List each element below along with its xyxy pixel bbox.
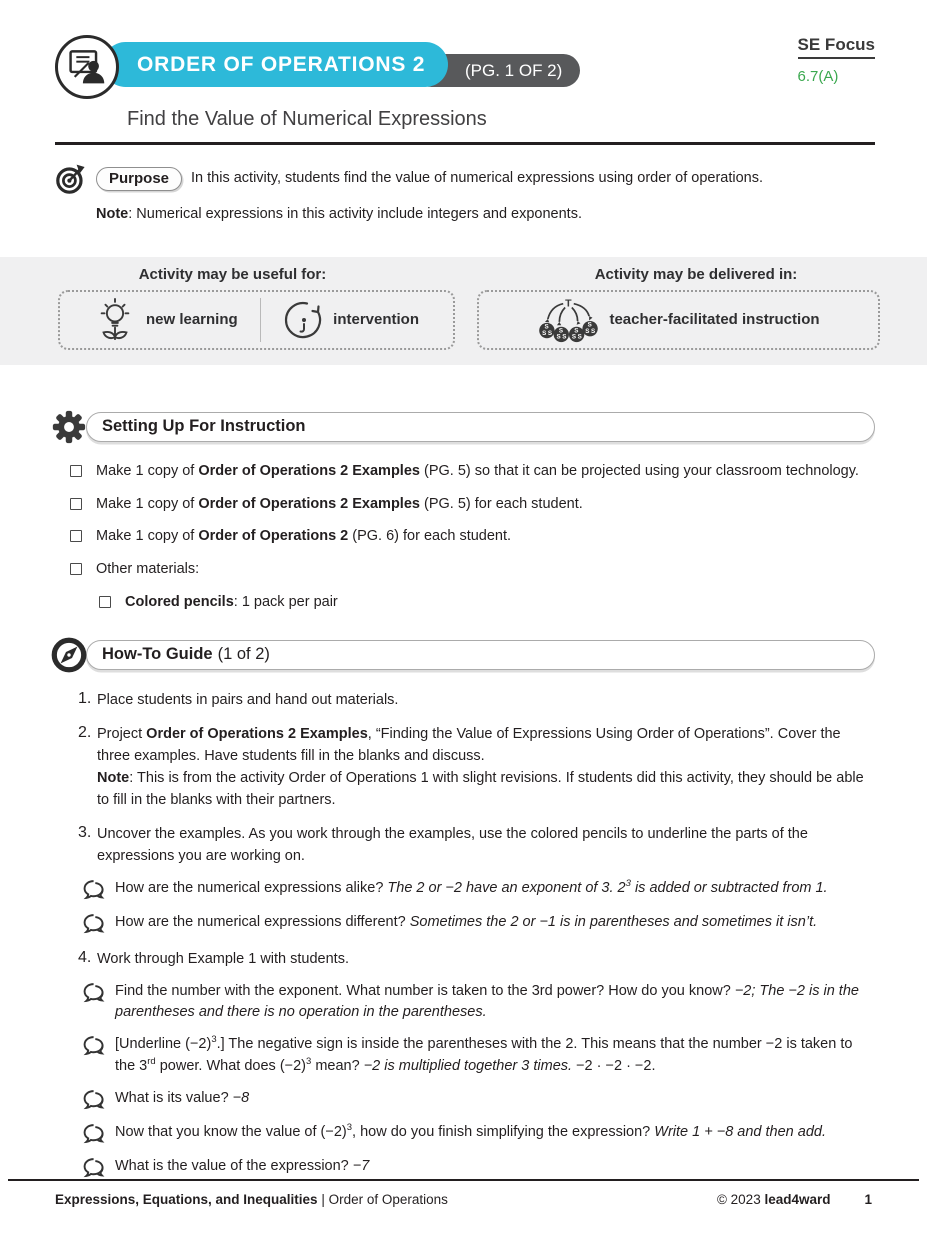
- step-number: 3.: [78, 824, 92, 842]
- checkbox-icon[interactable]: [70, 498, 82, 510]
- useful-for-box: [58, 290, 455, 350]
- new-learning-label: new learning: [145, 311, 238, 329]
- checkbox-icon[interactable]: [70, 465, 82, 477]
- svg-text:S: S: [591, 327, 596, 335]
- page-subtitle: Find the Value of Numerical Expressions: [127, 108, 487, 130]
- svg-text:S: S: [548, 329, 553, 337]
- checklist-item-text: Make 1 copy of Order of Operations 2 Examples (PG. 5) for each student.: [96, 495, 583, 512]
- question-bubble-icon: [83, 913, 108, 936]
- option-divider: [260, 298, 262, 342]
- checklist-item-text: Colored pencils: 1 pack per pair: [125, 593, 338, 610]
- checkbox-icon[interactable]: [99, 596, 111, 608]
- step-text: Project Order of Operations 2 Examples, “Finding the Value of Expressions Using Order of Operations”. Cover the three examples. Have students fill in the blanks and discuss. Note: This is from the activity Order of Operations 1 with slight revisions. If students did this activity, they should be able to fill in the blanks with their partners.: [97, 726, 864, 808]
- step-text: Uncover the examples. As you work through the examples, use the colored pencils to underline the parts of the expressions you are working on.: [97, 826, 808, 864]
- se-focus-label: SE Focus: [798, 35, 875, 59]
- svg-text:S: S: [585, 327, 590, 335]
- question-row: [83, 912, 875, 936]
- howto-step: [55, 724, 875, 811]
- footer-topic: Order of Operations: [328, 1192, 448, 1207]
- page-badge: (PG. 1 OF 2): [415, 54, 580, 87]
- compass-icon: [50, 636, 88, 674]
- purpose-section: [55, 163, 875, 195]
- svg-text:S: S: [562, 333, 567, 341]
- setup-section-header: [55, 412, 875, 446]
- step-text: Work through Example 1 with students.: [97, 950, 349, 967]
- purpose-label: Purpose: [96, 167, 182, 191]
- question-bubble-icon: [83, 879, 108, 902]
- presenter-logo: [55, 35, 119, 99]
- step-number: 1.: [78, 689, 92, 707]
- activity-title: ORDER OF OPERATIONS 2: [137, 52, 426, 76]
- question-text: Now that you know the value of $(-2)^3$, how do you finish simplifying the expression? Write 1 + −8 and then add.: [115, 1121, 826, 1140]
- target-dart-icon: [55, 163, 87, 195]
- checklist-item: [70, 559, 875, 581]
- gear-icon: [50, 408, 88, 446]
- step-number: 4.: [78, 948, 92, 966]
- question-bubble-icon: [83, 1035, 108, 1058]
- howto-steps: [55, 690, 875, 1180]
- question-row: [83, 1088, 875, 1112]
- svg-text:S: S: [578, 333, 583, 341]
- delivered-in-box: [477, 290, 880, 350]
- question-row: [83, 1122, 875, 1146]
- checklist-item: [99, 592, 875, 614]
- checklist-item-text: Make 1 copy of Order of Operations 2 Examples (PG. 5) so that it can be projected using your classroom technology.: [96, 462, 859, 479]
- delivered-in-column: [465, 266, 927, 350]
- footer-brand: lead4ward: [764, 1192, 831, 1207]
- question-row: [83, 1156, 875, 1180]
- question-bubble-icon: [83, 1157, 108, 1180]
- question-bubble-icon: [83, 982, 108, 1005]
- svg-text:S: S: [574, 327, 579, 335]
- delivered-in-heading: Activity may be delivered in:: [594, 265, 798, 283]
- question-row: [83, 878, 875, 902]
- howto-step: [55, 690, 875, 712]
- howto-step: [55, 949, 875, 971]
- checkbox-icon[interactable]: [70, 530, 82, 542]
- step-number: 2.: [78, 724, 92, 742]
- question-text: Find the number with the exponent. What number is taken to the 3rd power? How do you know? −2; The −2 is in the parentheses and there is no operation in the parentheses.: [115, 982, 859, 1021]
- setup-title: Setting Up For Instruction: [102, 417, 306, 436]
- question-row: [83, 981, 875, 1025]
- checklist-item: [70, 461, 875, 483]
- checkbox-icon[interactable]: [70, 563, 82, 575]
- option-new-learning: [94, 297, 238, 343]
- footer-divider: |: [317, 1192, 329, 1207]
- question-row: [83, 1034, 875, 1078]
- option-teacher-facilitated: [537, 296, 819, 344]
- question-bubble-icon: [83, 1089, 108, 1112]
- question-text: What is its value? −8: [115, 1089, 250, 1106]
- lightbulb-seedling-icon: [94, 297, 136, 343]
- question-text: How are the numerical expressions alike? The 2 or −2 have an exponent of 3. $2^3$ is added or subtracted from 1.: [115, 877, 828, 896]
- footer-strand: Expressions, Equations, and Inequalities: [55, 1192, 318, 1207]
- svg-text:S: S: [572, 333, 577, 341]
- svg-text:S: S: [556, 333, 562, 341]
- page-header: [55, 35, 875, 103]
- checklist-item: [70, 494, 875, 516]
- page-footer: [8, 1179, 919, 1207]
- setup-title-box: [86, 412, 875, 442]
- se-focus-block: [798, 35, 875, 85]
- svg-text:S: S: [542, 329, 547, 337]
- question-text: [Underline $(-2)^3$.] The negative sign is inside the parentheses with the 2. This means that the number −2 is taken to the 3rd power. What does $(-2)^3$ mean? −2 is multiplied together 3 times. −2 · −2 · −2.: [115, 1034, 853, 1074]
- teacher-students-icon: [537, 296, 599, 344]
- purpose-note: Note: Numerical expressions in this activity include integers and exponents.: [96, 206, 582, 222]
- step-text: Place students in pairs and hand out materials.: [97, 691, 399, 708]
- purpose-text: In this activity, students find the value of numerical expressions using order of operations.: [191, 170, 763, 187]
- useful-for-column: [0, 266, 465, 350]
- checklist-item-text: Other materials:: [96, 561, 200, 577]
- teacher-facilitated-label: teacher-facilitated instruction: [609, 311, 820, 329]
- checklist-item-text: Make 1 copy of Order of Operations 2 (PG. 6) for each student.: [96, 528, 512, 545]
- se-focus-value: 6.7(A): [797, 68, 839, 85]
- header-divider: [55, 142, 875, 145]
- activity-title-banner: [103, 42, 448, 87]
- howto-title-box: [86, 640, 875, 670]
- howto-title: How-To Guide: [102, 645, 213, 663]
- intervention-label: intervention: [333, 311, 420, 329]
- footer-copyright: © 2023 lead4ward: [716, 1192, 831, 1207]
- question-text: How are the numerical expressions different? Sometimes the 2 or −1 is in parentheses and sometimes it isn’t.: [115, 913, 818, 930]
- svg-text:S: S: [544, 323, 550, 331]
- howto-section-header: [55, 640, 875, 674]
- footer-page-number: 1: [864, 1192, 872, 1207]
- svg-text:S: S: [559, 327, 564, 335]
- svg-text:T: T: [565, 297, 573, 310]
- howto-title-suffix: (1 of 2): [217, 645, 270, 663]
- question-text: What is the value of the expression? −7: [115, 1157, 370, 1174]
- activity-band: [0, 257, 927, 365]
- setup-checklist: [55, 461, 875, 614]
- circular-arrow-icon: [283, 300, 323, 340]
- option-intervention: [283, 300, 419, 340]
- useful-for-heading: Activity may be useful for:: [138, 265, 327, 283]
- checklist-item: [70, 526, 875, 548]
- svg-text:S: S: [588, 321, 593, 329]
- presenter-board-icon: [64, 44, 110, 90]
- question-bubble-icon: [83, 1123, 108, 1146]
- howto-step: [55, 824, 875, 868]
